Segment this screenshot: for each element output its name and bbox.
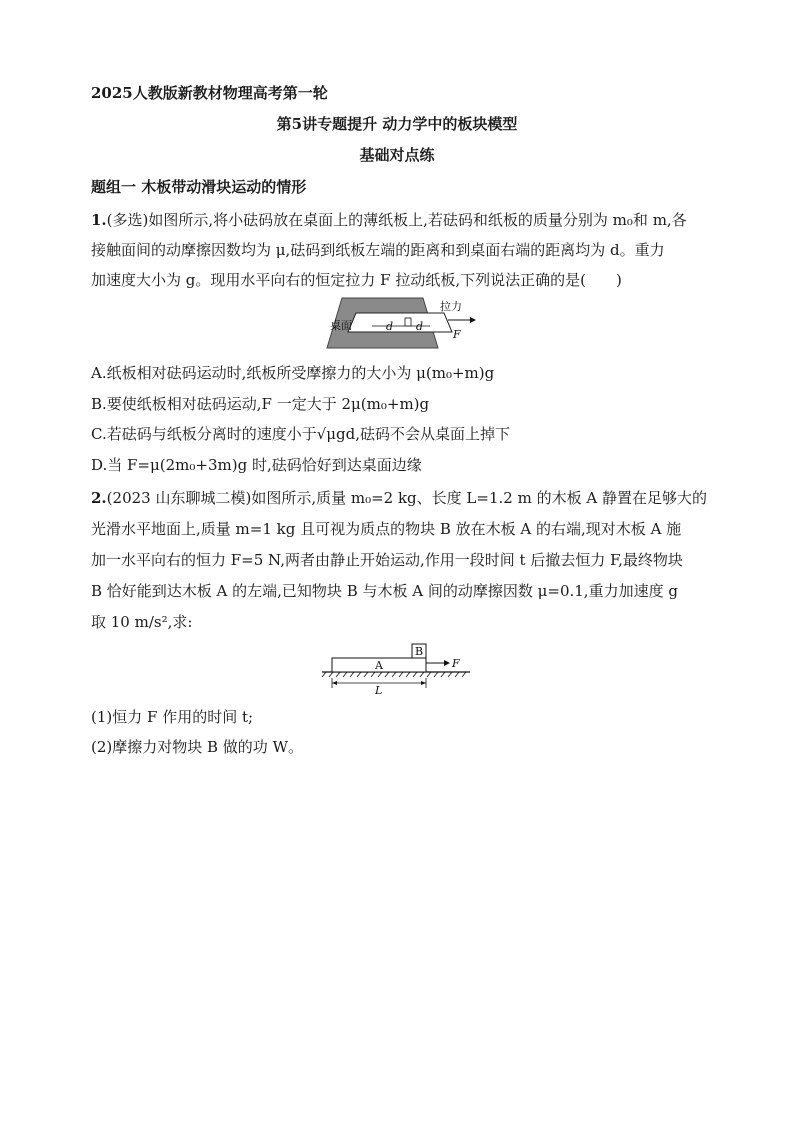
ground-hatching xyxy=(322,672,466,677)
pull-label: 拉力 xyxy=(440,300,462,313)
q1-line-1 xyxy=(91,210,687,230)
q2-line-2: 光滑水平地面上,质量 m=1 kg 且可视为质点的物块 B 放在木板 A 的右端,现对木板 A 施 xyxy=(91,520,682,538)
q1-option-c: C.若砝码与纸板分离时的速度小于√μgd,砝码不会从桌面上掉下 xyxy=(91,425,510,443)
length-arrow-left xyxy=(332,681,337,685)
q1-option-b: B.要使纸板相对砝码运动,F 一定大于 2μ(m₀+m)g xyxy=(91,395,430,413)
force-label: F xyxy=(452,657,460,670)
lecture-title: 第5讲专题提升 动力学中的板块模型 xyxy=(276,115,518,133)
group-title: 题组一 木板带动滑块运动的情形 xyxy=(91,178,307,196)
table-label: 桌面 xyxy=(330,319,352,332)
force-symbol: F xyxy=(453,328,461,341)
q2-line-5: 取 10 m/s²,求: xyxy=(91,613,193,631)
section-title: 基础对点练 xyxy=(359,146,435,164)
pull-arrowhead xyxy=(470,317,476,323)
length-label: L xyxy=(375,684,383,696)
d-left-label: d xyxy=(386,320,394,333)
q1-line-3: 加速度大小为 g。现用水平向右的恒定拉力 F 拉动纸板,下列说法正确的是( ) xyxy=(91,271,622,289)
d-right-label: d xyxy=(416,320,424,333)
board-a-label: A xyxy=(375,659,383,672)
length-arrow-right xyxy=(421,681,426,685)
q2-line-3: 加一水平向右的恒力 F=5 N,两者由静止开始运动,作用一段时间 t 后撤去恒力 F,最终物块 xyxy=(91,551,683,569)
q1-option-d: D.当 F=μ(2m₀+3m)g 时,砝码恰好到达桌面边缘 xyxy=(91,456,422,474)
q2-sub-question-1: (1)恒力 F 作用的时间 t; xyxy=(91,708,254,726)
q2-sub-question-2: (2)摩擦力对物块 B 做的功 W。 xyxy=(91,738,303,756)
q1-number: 1. xyxy=(91,211,107,229)
weight-block xyxy=(405,318,411,326)
q1-option-a: A.纸板相对砝码运动时,纸板所受摩擦力的大小为 μ(m₀+m)g xyxy=(91,364,495,382)
paper-board xyxy=(348,313,452,332)
q2-text-1: (2023 山东聊城二模)如图所示,质量 m₀=2 kg、长度 L=1.2 m 的木板 A 静置在足够大的 xyxy=(106,489,707,507)
q1-line-2: 接触面间的动摩擦因数均为 μ,砝码到纸板左端的距离和到桌面右端的距离均为 d。重力 xyxy=(91,241,665,259)
series-title: 2025人教版新教材物理高考第一轮 xyxy=(91,84,328,102)
q1-text-1: (多选)如图所示,将小砝码放在桌面上的薄纸板上,若砝码和纸板的质量分别为 m₀和 m,各 xyxy=(106,211,687,229)
force-arrowhead xyxy=(444,660,450,666)
q2-figure xyxy=(318,640,474,696)
q2-number: 2. xyxy=(91,489,107,507)
q2-line-4: B 恰好能到达木板 A 的左端,已知物块 B 与木板 A 间的动摩擦因数 μ=0.1,重力加速度 g xyxy=(91,582,678,600)
q2-line-1 xyxy=(91,488,707,508)
block-b-label: B xyxy=(415,645,424,658)
q1-figure xyxy=(320,296,480,352)
